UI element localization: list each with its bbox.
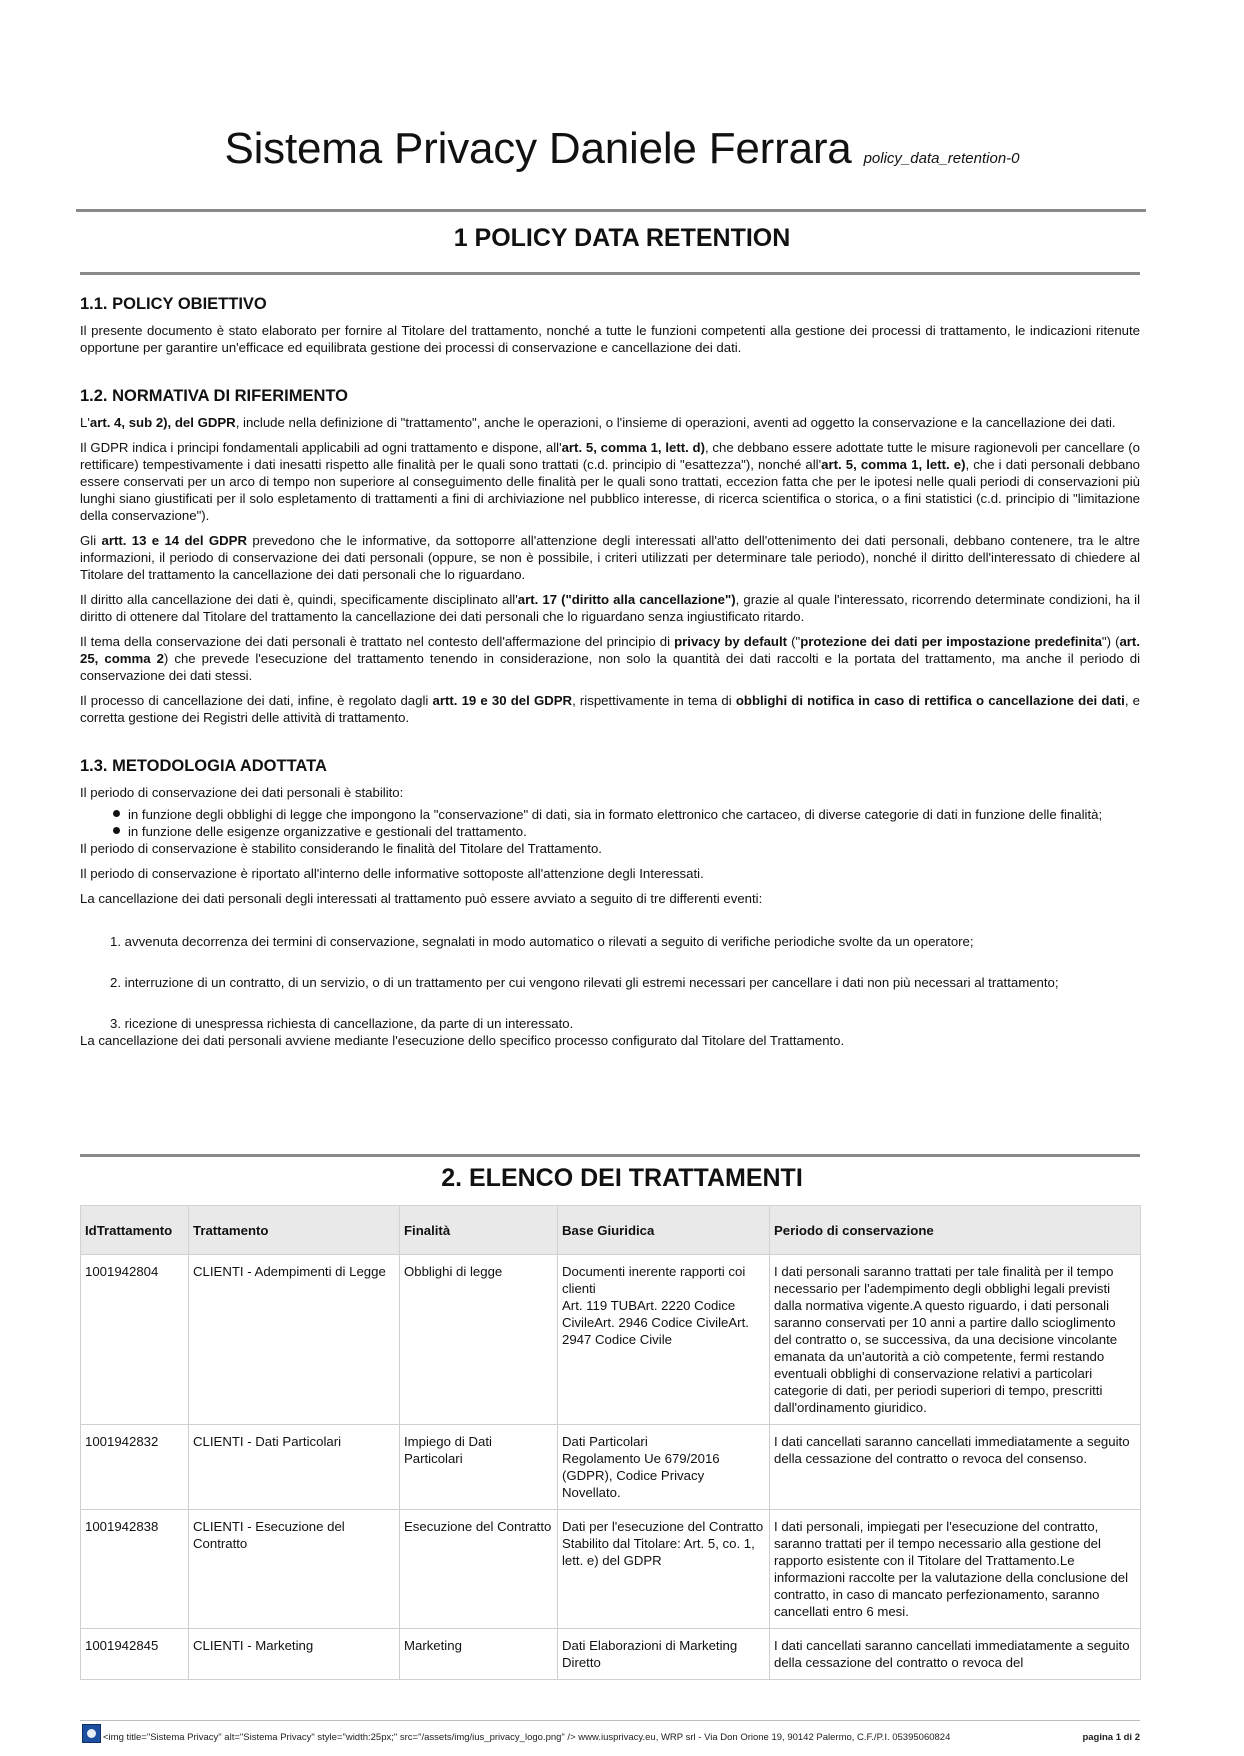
table-cell-periodo: I dati personali, impiegati per l'esecuzione del contratto, saranno trattati per il tempo necessario alla gestione del rapporto esistente con il Titolare del Trattamento.Le informazioni raccolte per la valutazione della conclusione del contratto, in caso di mancato perfezionamento, saranno cancellati entro 6 mesi. bbox=[770, 1510, 1141, 1629]
section-1-body bbox=[80, 296, 1140, 1081]
paragraph: Il tema della conservazione dei dati personali è trattato nel contesto dell'affermazione del principio di privacy by default ("protezione dei dati per impostazione predefinita") (art. 25, comma 2) che prevede l'esecuzione del trattamento tenendo in considerazione, non solo la quantità dei dati raccolti e la portata del trattamento, ma anche il periodo di conservazione dei dati stessi. bbox=[80, 634, 1140, 683]
table-header-row bbox=[81, 1206, 1141, 1255]
treatments-table bbox=[80, 1205, 1141, 1680]
section-1-3 bbox=[80, 758, 1140, 1049]
column-header: Base Giuridica bbox=[558, 1206, 770, 1255]
section-1-1-heading: 1.1. POLICY OBIETTIVO bbox=[80, 295, 267, 313]
table-row bbox=[81, 1629, 1141, 1680]
section-1-2-heading: 1.2. NORMATIVA DI RIFERIMENTO bbox=[80, 387, 348, 405]
page-number: pagina 1 di 2 bbox=[1082, 1732, 1140, 1743]
table-cell-base: Documenti inerente rapporti coi clienti Art. 119 TUBArt. 2220 Codice CivileArt. 2946 Codice CivileArt. 2947 Codice Civile bbox=[558, 1255, 770, 1425]
paragraph: Il GDPR indica i principi fondamentali applicabili ad ogni trattamento e dispone, all'art. 5, comma 1, lett. d), che debbano essere adottate tutte le misure ragionevoli per cancellare (o rettificare) tempestivamente i dati inesatti rispetto alle finalità per le quali sono trattati (c.d. principio di "esattezza"), nonché all'art. 5, comma 1, lett. e), che i dati personali debbano essere conservati per un arco di tempo non superiore al conseguimento delle finalità per le quali sono trattati, eccezion fatta che per le ipotesi nelle quali periodi di conservazioni più lunghi siano giustificati per il solo espletamento di trattamenti a fini di archiviazione nel pubblico interesse, di ricerca scientifica o storica, o a fini statistici (c.d. principio di "limitazione della conservazione"). bbox=[80, 440, 1141, 523]
table-cell-trattamento: CLIENTI - Esecuzione del Contratto bbox=[189, 1510, 400, 1629]
paragraph: La cancellazione dei dati personali avviene mediante l'esecuzione dello specifico processo configurato dal Titolare del Trattamento. bbox=[80, 1033, 845, 1048]
section-1-2 bbox=[80, 388, 1140, 726]
table-row bbox=[81, 1510, 1141, 1629]
table-cell-finalita: Obblighi di legge bbox=[400, 1255, 558, 1425]
list-item: in funzione delle esigenze organizzative e gestionali del trattamento. bbox=[128, 823, 1140, 840]
table-body bbox=[81, 1255, 1141, 1680]
column-header: Periodo di conservazione bbox=[770, 1206, 1141, 1255]
table-cell-base: Dati Elaborazioni di Marketing Diretto bbox=[558, 1629, 770, 1680]
section-1-3-heading: 1.3. METODOLOGIA ADOTTATA bbox=[80, 757, 327, 775]
paragraph: Il periodo di conservazione è riportato all'interno delle informative sottoposte all'attenzione degli Interessati. bbox=[80, 866, 704, 881]
table-cell-finalita: Marketing bbox=[400, 1629, 558, 1680]
list-item: 1. avvenuta decorrenza dei termini di conservazione, segnalati in modo automatico o rilevati a seguito di verifiche periodiche svolte da un operatore; bbox=[110, 934, 974, 949]
paragraph: Il periodo di conservazione è stabilito considerando le finalità del Titolare del Trattamento. bbox=[80, 841, 602, 856]
list-item: 2. interruzione di un contratto, di un servizio, o di un trattamento per cui vengono rilevati gli estremi necessari per cancellare i dati non più necessari al trattamento; bbox=[110, 975, 1059, 990]
table-cell-finalita: Esecuzione del Contratto bbox=[400, 1510, 558, 1629]
document-title: Sistema Privacy Daniele Ferrara bbox=[224, 124, 852, 173]
table-cell-finalita: Impiego di Dati Particolari bbox=[400, 1425, 558, 1510]
paragraph: Il periodo di conservazione dei dati personali è stabilito: bbox=[80, 785, 404, 800]
column-header: Trattamento bbox=[189, 1206, 400, 1255]
table-cell-base: Dati Particolari Regolamento Ue 679/2016 (GDPR), Codice Privacy Novellato. bbox=[558, 1425, 770, 1510]
paragraph: La cancellazione dei dati personali degli interessati al trattamento può essere avviato a seguito di tre differenti eventi: bbox=[80, 891, 763, 906]
document-header bbox=[0, 124, 1244, 174]
paragraph: L'art. 4, sub 2), del GDPR, include nella definizione di "trattamento", anche le operazioni, o l'insieme di operazioni, aventi ad oggetto la conservazione e la cancellazione dei dati. bbox=[80, 415, 1116, 430]
table-cell-base: Dati per l'esecuzione del Contratto Stabilito dal Titolare: Art. 5, co. 1, lett. e) del GDPR bbox=[558, 1510, 770, 1629]
paragraph: Il presente documento è stato elaborato per fornire al Titolare del trattamento, nonché a tutte le funzioni competenti alla gestione dei processi di trattamento, le indicazioni ritenute opportune per garantire un'efficace ed equilibrata gestione dei processi di conservazione e cancellazione dei dati. bbox=[80, 323, 1140, 355]
table-cell-trattamento: CLIENTI - Dati Particolari bbox=[189, 1425, 400, 1510]
section-1-heading: 1 POLICY DATA RETENTION bbox=[453, 224, 791, 252]
table-cell-periodo: I dati cancellati saranno cancellati immediatamente a seguito della cessazione del contratto o revoca del consenso. bbox=[770, 1425, 1141, 1510]
paragraph: Il diritto alla cancellazione dei dati è, quindi, specificamente disciplinato all'art. 17 ("diritto alla cancellazione"), grazie al quale l'interessato, ricorrendo determinate condizioni, ha il diritto di ottenere dal Titolare del trattamento la cancellazione dei dati personali che lo riguardano senza ingiustificato ritardo. bbox=[80, 592, 1140, 624]
paragraph: Il processo di cancellazione dei dati, infine, è regolato dagli artt. 19 e 30 del GDPR, rispettivamente in tema di obblighi di notifica in caso di rettifica o cancellazione dei dati, e corretta gestione dei Registri delle attività di trattamento. bbox=[80, 693, 1140, 725]
footer-text: <img title="Sistema Privacy" alt="Sistema Privacy" style="width:25px;" src="/assets/img/ius_privacy_logo.png" /> www.iusprivacy.eu, WRP srl - Via Don Orione 19, 90142 Palermo, C.F./P.I. 05395060824 bbox=[103, 1732, 951, 1743]
document-code: policy_data_retention-0 bbox=[863, 150, 1020, 167]
section-2-divider bbox=[80, 1154, 1140, 1157]
section-1-1 bbox=[80, 296, 1140, 356]
table-cell-id: 1001942804 bbox=[81, 1255, 189, 1425]
table-row bbox=[81, 1425, 1141, 1510]
column-header: IdTrattamento bbox=[81, 1206, 189, 1255]
table-cell-id: 1001942845 bbox=[81, 1629, 189, 1680]
table-row bbox=[81, 1255, 1141, 1425]
table-cell-periodo: I dati cancellati saranno cancellati immediatamente a seguito della cessazione del contratto o revoca del bbox=[770, 1629, 1141, 1680]
treatments-table-wrapper bbox=[80, 1205, 1140, 1680]
list-item: in funzione degli obblighi di legge che impongono la "conservazione" di dati, sia in formato elettronico che cartaceo, di diverse categorie di dati in funzione delle finalità; bbox=[128, 806, 1140, 823]
list-item: 3. ricezione di unespressa richiesta di cancellazione, da parte di un interessato. bbox=[110, 1016, 574, 1031]
events-list bbox=[80, 933, 1140, 1032]
footer-divider bbox=[80, 1720, 1140, 1721]
header-divider bbox=[76, 209, 1146, 212]
table-cell-trattamento: CLIENTI - Adempimenti di Legge bbox=[189, 1255, 400, 1425]
section-1-divider bbox=[80, 272, 1140, 275]
ius-privacy-logo-icon bbox=[82, 1724, 101, 1743]
section-2-heading: 2. ELENCO DEI TRATTAMENTI bbox=[441, 1164, 803, 1192]
criteria-list bbox=[80, 806, 1140, 840]
column-header: Finalità bbox=[400, 1206, 558, 1255]
table-cell-trattamento: CLIENTI - Marketing bbox=[189, 1629, 400, 1680]
paragraph: Gli artt. 13 e 14 del GDPR prevedono che le informative, da sottoporre all'attenzione degli interessati all'atto dell'ottenimento dei dati personali, debbano contenere, tra le altre informazioni, il periodo di conservazione dei dati personali (oppure, se non è possibile, i criteri utilizzati per determinare tale periodo), nonché il diritto dell'interessato di chiedere al Titolare del trattamento la cancellazione dei dati personali che lo riguardano. bbox=[80, 533, 1140, 582]
table-cell-id: 1001942832 bbox=[81, 1425, 189, 1510]
table-cell-periodo: I dati personali saranno trattati per tale finalità per il tempo necessario per l'adempimento degli obblighi legali previsti dalla normativa vigente.A questo riguardo, i dati personali saranno conservati per 10 anni a partire dallo scioglimento del contratto o, se successiva, da una decisione vincolante emanata da un'autorità a ciò competente, fermi restando eventuali obblighi di conservazione relativi a particolari categorie di dati, per periodi superiori di tempo, prescritti dall'ordinamento giuridico. bbox=[770, 1255, 1141, 1425]
table-cell-id: 1001942838 bbox=[81, 1510, 189, 1629]
